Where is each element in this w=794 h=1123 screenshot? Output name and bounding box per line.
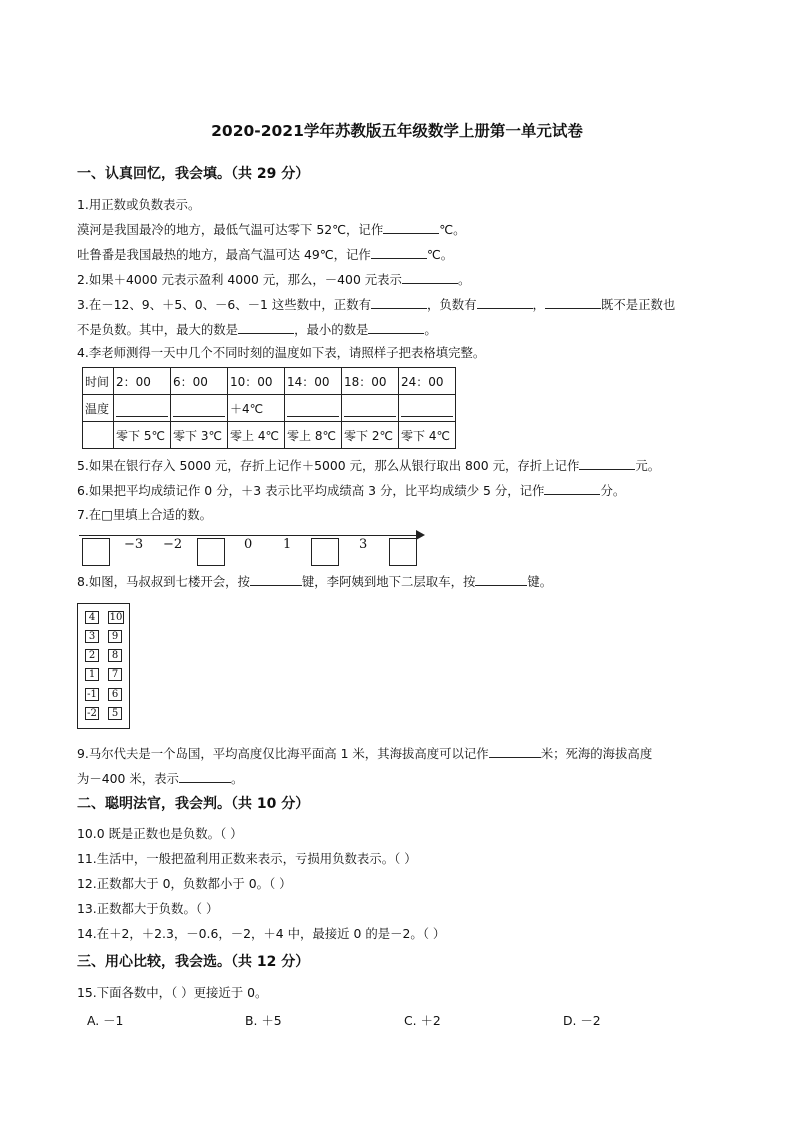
number-line-answer-box[interactable] (82, 538, 110, 566)
temp-blank-cell[interactable] (399, 395, 456, 422)
judge-item[interactable]: 13.正数都大于负数。（ ） (77, 901, 219, 916)
desc-cell: 零上 4℃ (228, 422, 285, 449)
section-3-heading: 三、用心比较，我会选。（共 12 分） (77, 954, 310, 970)
temp-blank-cell[interactable] (171, 395, 228, 422)
number-line-arrow-icon (416, 530, 425, 540)
q5-unit: 元。 (635, 458, 661, 473)
temp-blank-cell[interactable] (114, 395, 171, 422)
table-row-time (83, 368, 456, 395)
q6-blank[interactable] (544, 482, 600, 495)
q2-line (77, 271, 470, 288)
q3-text-f: ，最小的数是 (294, 322, 369, 337)
q4-title: 4.李老师测得一天中几个不同时刻的温度如下表，请照样子把表格填完整。 (77, 345, 486, 360)
time-label-cell: 时间 (83, 368, 114, 395)
q9-line-1 (77, 745, 652, 762)
q9-text-d: 。 (230, 771, 244, 786)
page-title: 2020-2021学年苏教版五年级数学上册第一单元试卷 (211, 122, 583, 140)
judge-item[interactable]: 12.正数都大于 0，负数都小于 0。（ ） (77, 876, 292, 891)
q3-min-blank[interactable] (368, 321, 424, 334)
number-line-label: −2 (163, 537, 183, 552)
number-line-label: 0 (244, 537, 253, 552)
section-2-heading: 二、聪明法官，我会判。（共 10 分） (77, 796, 310, 812)
q3-text-d: 既不是正数也 (600, 297, 676, 312)
q1-b-unit: ℃。 (426, 247, 454, 262)
judge-item[interactable]: 11.生活中，一般把盈利用正数来表示，亏损用负数表示。（ ） (77, 851, 417, 866)
elevator-button: 3 (85, 630, 99, 643)
elevator-button: -2 (85, 707, 99, 720)
q3-text-b: ，负数有 (426, 297, 477, 312)
number-line-answer-box[interactable] (389, 538, 417, 566)
q1-a-blank[interactable] (383, 221, 439, 234)
q2-end: 。 (457, 272, 471, 287)
q3-text-c: ， (532, 297, 545, 312)
q2-text: 2.如果＋4000 元表示盈利 4000 元，那么，－400 元表示 (77, 272, 402, 287)
q5-text: 5.如果在银行存入 5000 元，存折上记作＋5000 元，那么从银行取出 800 元，存折上记作 (77, 458, 580, 473)
desc-cell: 零下 5℃ (114, 422, 171, 449)
q15-option-c[interactable]: C. ＋2 (404, 1013, 441, 1028)
judge-item[interactable]: 14.在＋2，＋2.3，－0.6，－2，＋4 中，最接近 0 的是－2。（ ） (77, 926, 446, 941)
number-line-label: 3 (359, 537, 368, 552)
elevator-button: 2 (85, 649, 99, 662)
q3-neither-blank[interactable] (545, 296, 601, 309)
time-cell: 10：00 (228, 368, 285, 395)
q1-a-unit: ℃。 (439, 222, 466, 237)
q8-blank-1[interactable] (250, 573, 302, 586)
q3-positive-blank[interactable] (371, 296, 427, 309)
elevator-button: 10 (109, 612, 123, 623)
q15-option-b[interactable]: B. ＋5 (245, 1013, 282, 1028)
elevator-button: 1 (85, 668, 99, 681)
q1-a-text: 漠河是我国最冷的地方，最低气温可达零下 52℃，记作 (77, 222, 384, 237)
q3-text-a: 3.在－12、9、＋5、0、－6、－1 这些数中，正数有 (77, 297, 371, 312)
q5-line (77, 457, 660, 474)
q3-max-blank[interactable] (238, 321, 294, 334)
q9-line-2 (77, 770, 243, 787)
q8-blank-2[interactable] (475, 573, 527, 586)
q8-line (77, 573, 552, 590)
section-1-heading: 一、认真回忆，我会填。（共 29 分） (77, 166, 310, 182)
q3-negative-blank[interactable] (477, 296, 533, 309)
q9-blank-2[interactable] (179, 770, 231, 783)
desc-cell: 零下 2℃ (342, 422, 399, 449)
elevator-button: 6 (108, 688, 122, 701)
table-row-temperature (83, 395, 456, 422)
q7-title: 7.在□里填上合适的数。 (77, 507, 213, 522)
number-line-axis (79, 535, 419, 536)
q1-line-b (77, 246, 453, 263)
q15-option-a[interactable]: A. －1 (87, 1013, 124, 1028)
elevator-panel (77, 603, 130, 729)
q8-text-c: 键。 (527, 574, 553, 589)
q6-unit: 分。 (600, 483, 626, 498)
q3-line-2 (77, 321, 437, 338)
number-line-answer-box[interactable] (197, 538, 225, 566)
desc-cell: 零下 4℃ (399, 422, 456, 449)
temp-blank-cell[interactable] (285, 395, 342, 422)
desc-cell: 零上 8℃ (285, 422, 342, 449)
q8-text-a: 8.如图，马叔叔到七楼开会，按 (77, 574, 250, 589)
q3-line-1 (77, 296, 675, 313)
q1-b-text: 吐鲁番是我国最热的地方，最高气温可达 49℃，记作 (77, 247, 371, 262)
time-cell: 18：00 (342, 368, 399, 395)
elevator-button: -1 (85, 688, 99, 701)
temp-label-cell: 温度 (83, 395, 114, 422)
elevator-button: 4 (85, 611, 99, 624)
elevator-button: 8 (108, 649, 122, 662)
judge-item[interactable]: 10.0 既是正数也是负数。（ ） (77, 826, 243, 841)
q9-text-a: 9.马尔代夫是一个岛国，平均高度仅比海平面高 1 米，其海拔高度可以记作 (77, 746, 489, 761)
elevator-button: 7 (108, 668, 122, 681)
temperature-table (82, 367, 456, 449)
temp-blank-cell[interactable] (342, 395, 399, 422)
q9-text-b: 米；死海的海拔高度 (540, 746, 653, 761)
number-line-label: 1 (283, 537, 292, 552)
q3-text-e: 不是负数。其中，最大的数是 (77, 322, 239, 337)
desc-label-cell (83, 422, 114, 449)
q15-option-d[interactable]: D. －2 (563, 1013, 601, 1028)
q5-blank[interactable] (579, 457, 635, 470)
time-cell: 14：00 (285, 368, 342, 395)
q1-b-blank[interactable] (371, 246, 427, 259)
time-cell: 6：00 (171, 368, 228, 395)
q8-text-b: 键，李阿姨到地下二层取车，按 (301, 574, 476, 589)
q9-blank-1[interactable] (489, 745, 541, 758)
q6-text: 6.如果把平均成绩记作 0 分，＋3 表示比平均成绩高 3 分，比平均成绩少 5 分，记作 (77, 483, 545, 498)
q1-title: 1.用正数或负数表示。 (77, 197, 201, 212)
q3-text-g: 。 (424, 322, 437, 337)
temp-example-cell: ＋4℃ (228, 395, 285, 422)
time-cell: 2：00 (114, 368, 171, 395)
elevator-button: 5 (108, 707, 122, 720)
q2-blank[interactable] (402, 271, 458, 284)
elevator-button: 9 (108, 630, 122, 643)
desc-cell: 零下 3℃ (171, 422, 228, 449)
number-line-label: −3 (124, 537, 144, 552)
q1-line-a (77, 221, 466, 238)
time-cell: 24：00 (399, 368, 456, 395)
q6-line (77, 482, 625, 499)
number-line-answer-box[interactable] (311, 538, 339, 566)
q15-title: 15.下面各数中，（ ）更接近于 0。 (77, 985, 268, 1000)
q9-text-c: 为－400 米，表示 (77, 771, 179, 786)
table-row-description (83, 422, 456, 449)
